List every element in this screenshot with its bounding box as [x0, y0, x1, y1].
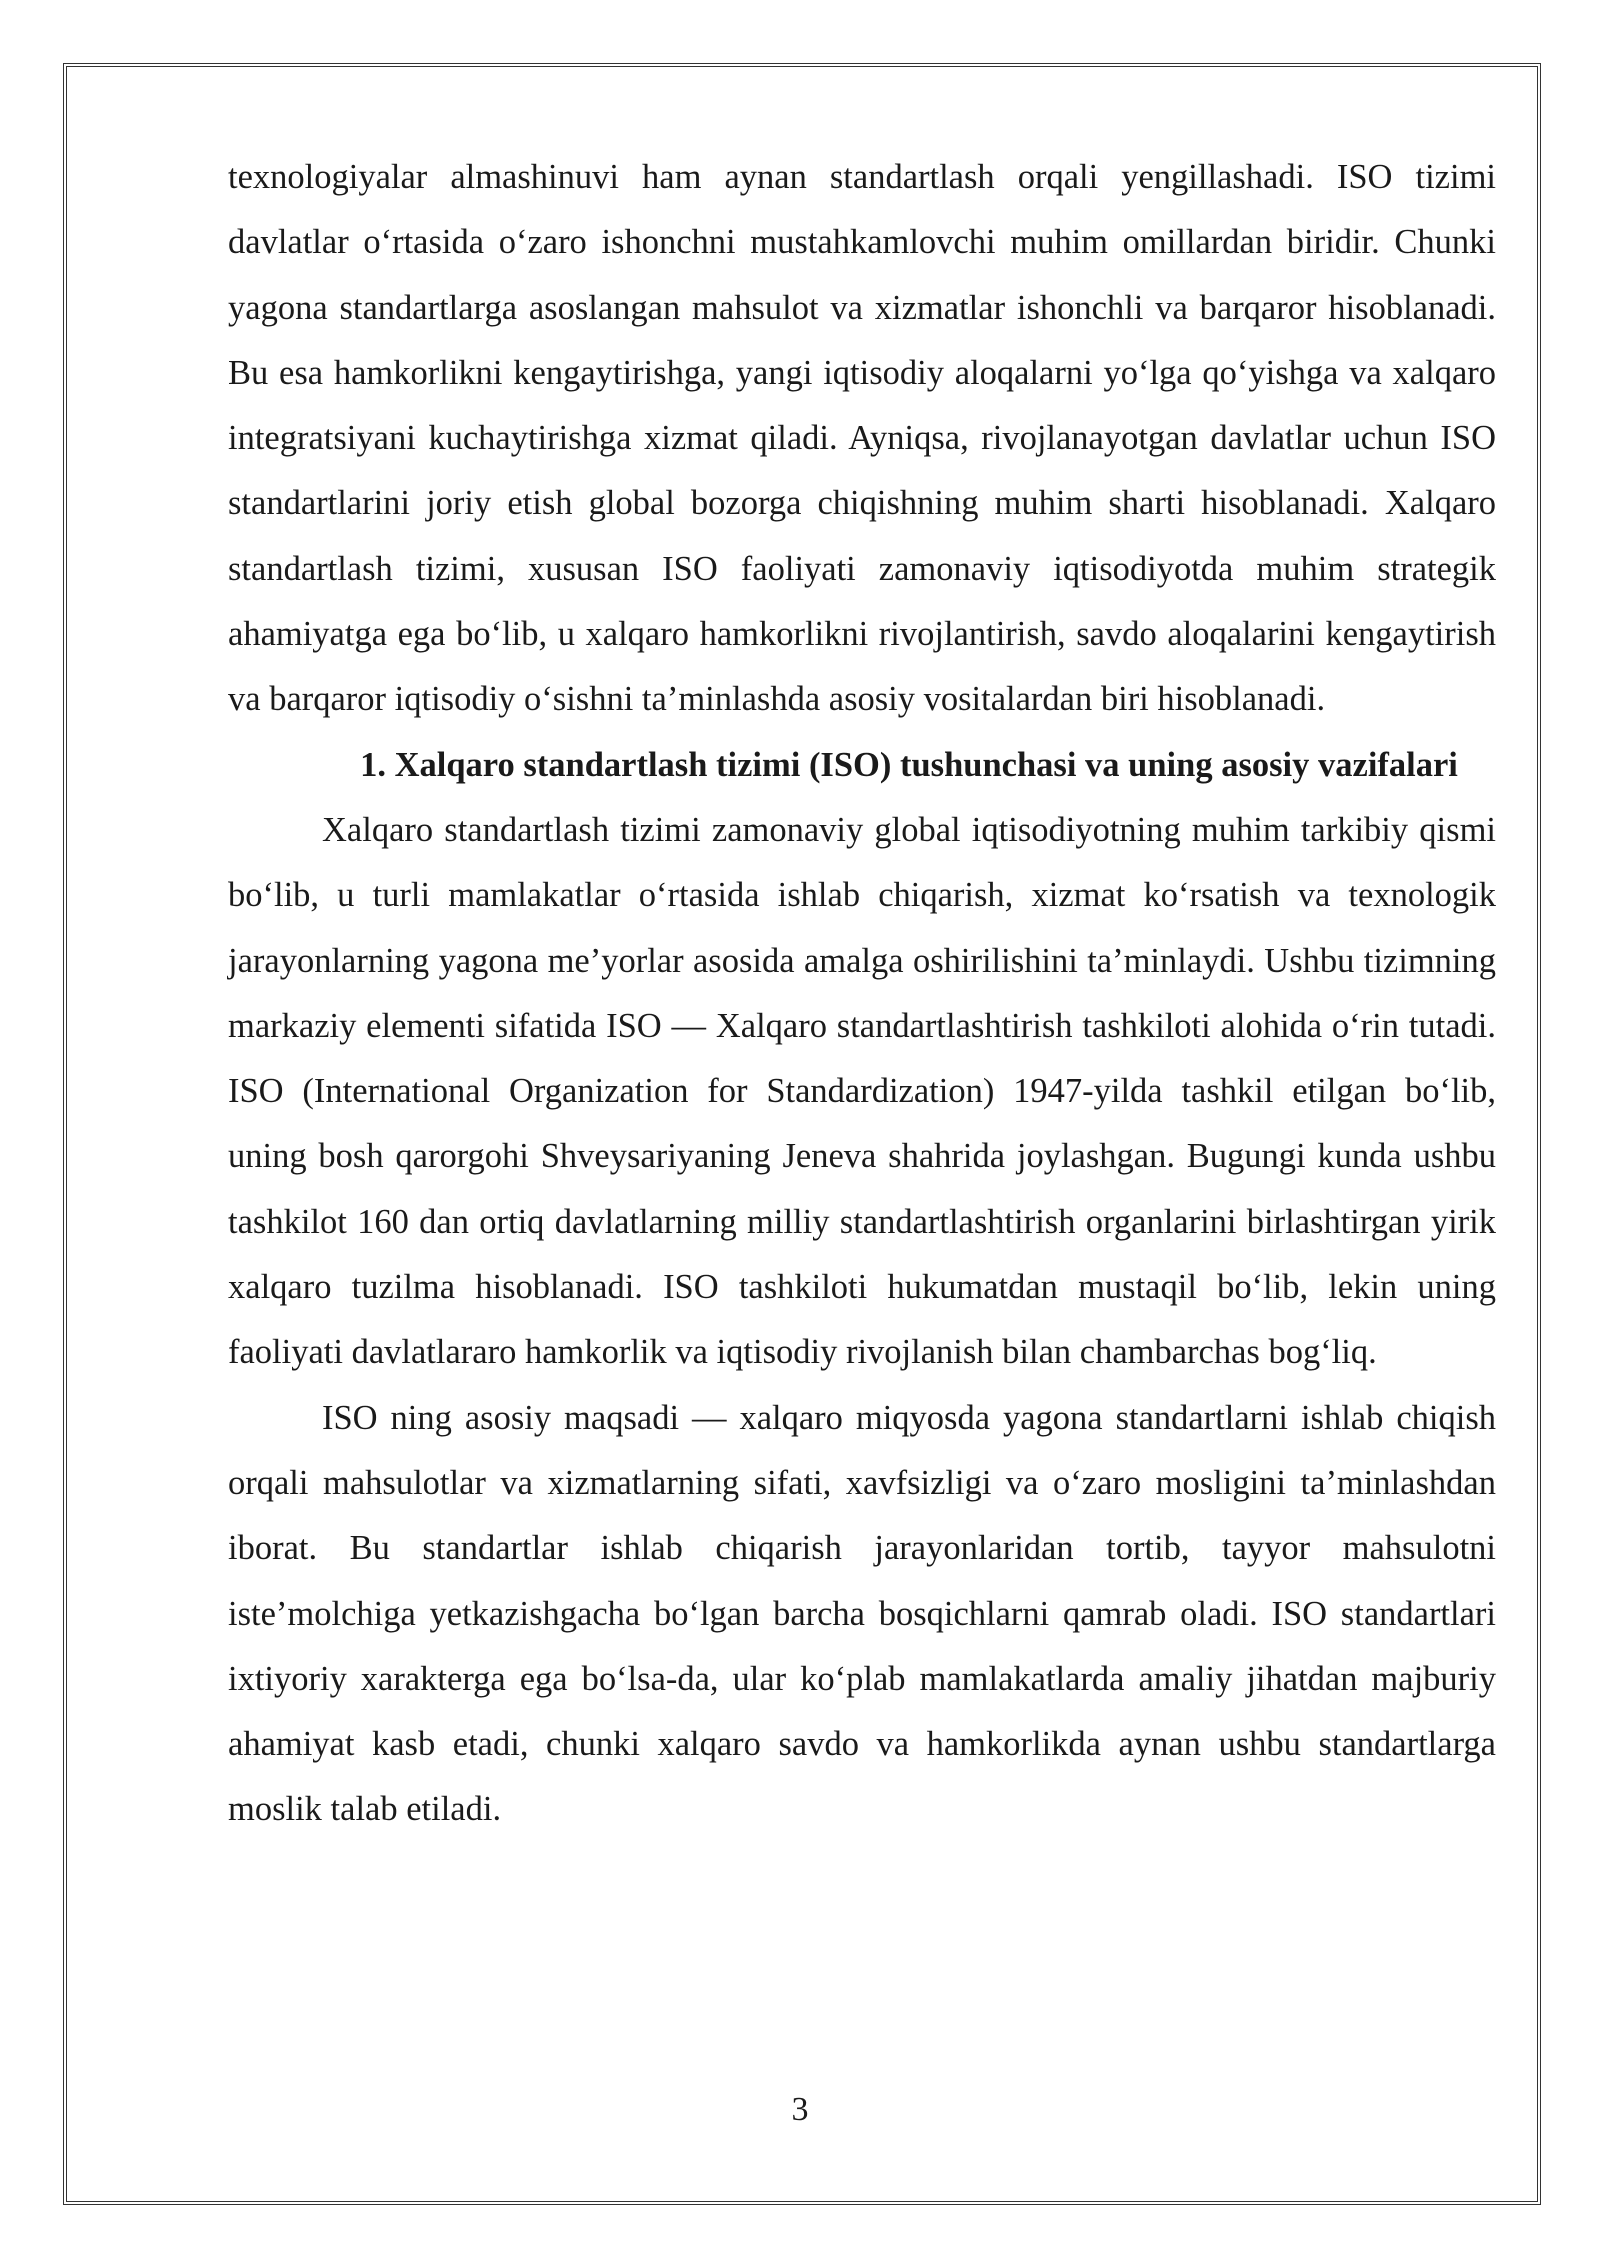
paragraph-iso-purpose: ISO ning asosiy maqsadi — xalqaro miqyosda yagona standartlarni ishlab chiqish orqali mahsulotlar va xizmatlarning sifati, xavfsizligi va o‘zaro mosligini ta’minlashdan iborat. Bu standartlar ishlab chiqarish jarayonlaridan tortib, tayyor mahsulotni iste’molchiga yetkazishgacha bo‘lgan barcha bosqichlarni qamrab oladi. ISO standartlari ixtiyoriy xarakterga ega bo‘lsa-da, ular ko‘plab mamlakatlarda amaliy jihatdan majburiy ahamiyat kasb etadi, chunki xalqaro savdo va hamkorlikda aynan ushbu standartlarga moslik talab etiladi.	[228, 1398, 1496, 1829]
paragraph-intro: texnologiyalar almashinuvi ham aynan standartlash orqali yengillashadi. ISO tizimi davlatlar o‘rtasida o‘zaro ishonchni mustahkamlovchi muhim omillardan biridir. Chunki yagona standartlarga asoslangan mahsulot va xizmatlar ishonchli va barqaror hisoblanadi. Bu esa hamkorlikni kengaytirishga, yangi iqtisodiy aloqalarni yo‘lga qo‘yishga va xalqaro integratsiyani kuchaytirishga xizmat qiladi. Ayniqsa, rivojlanayotgan davlatlar uchun ISO standartlarini joriy etish global bozorga chiqishning muhim sharti hisoblanadi. Xalqaro standartlash tizimi, xususan ISO faoliyati zamonaviy iqtisodiyotda muhim strategik ahamiyatga ega bo‘lib, u xalqaro hamkorlikni rivojlantirish, savdo aloqalarini kengaytirish va barqaror iqtisodiy o‘sishni ta’minlashda asosiy vositalardan biri hisoblanadi.	[228, 158, 1496, 719]
page-number: 3	[791, 2091, 809, 2128]
paragraph-iso-definition: Xalqaro standartlash tizimi zamonaviy global iqtisodiyotning muhim tarkibiy qismi bo‘lib, u turli mamlakatlar o‘rtasida ishlab chiqarish, xizmat ko‘rsatish va texnologik jarayonlarning yagona me’yorlar asosida amalga oshirilishini ta’minlaydi. Ushbu tizimning markaziy elementi sifatida ISO — Xalqaro standartlashtirish tashkiloti alohida o‘rin tutadi. ISO (International Organization for Standardization) 1947-yilda tashkil etilgan bo‘lib, uning bosh qarorgohi Shveysariyaning Jeneva shahrida joylashgan. Bugungi kunda ushbu tashkilot 160 dan ortiq davlatlarning milliy standartlashtirish organlarini birlashtirgan yirik xalqaro tuzilma hisoblanadi. ISO tashkiloti hukumatdan mustaqil bo‘lib, lekin uning faoliyati davlatlararo hamkorlik va iqtisodiy rivojlanish bilan chambarchas bog‘liq.	[228, 810, 1496, 1372]
document-body	[228, 145, 1496, 1843]
section-heading: 1. Xalqaro standartlash tizimi (ISO) tushunchasi va uning asosiy vazifalari	[360, 745, 1458, 784]
